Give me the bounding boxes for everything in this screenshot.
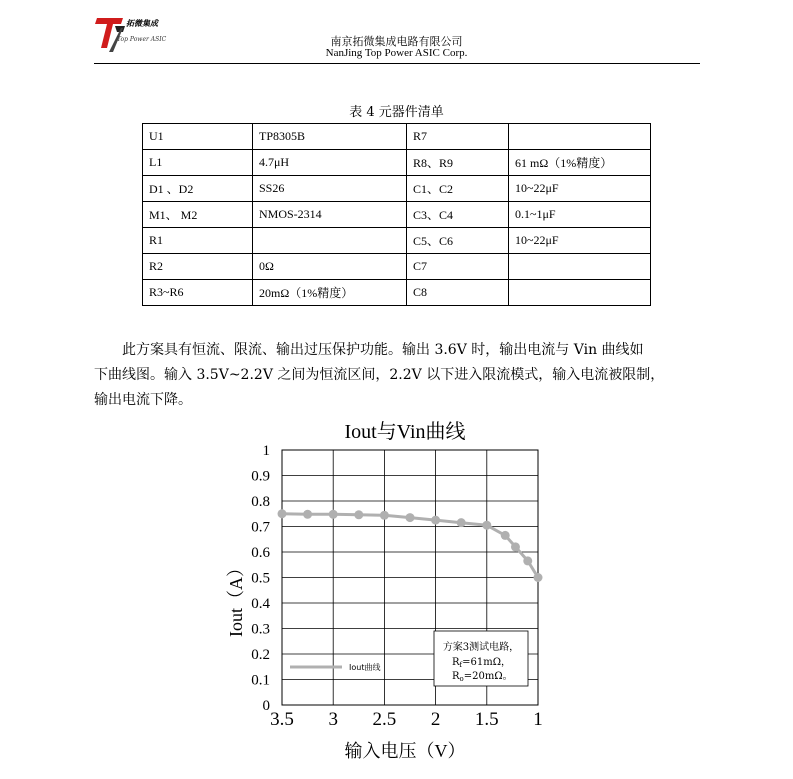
x-tick-label: 1 (533, 709, 543, 730)
table-cell: 61 mΩ（1%精度） (509, 150, 651, 176)
annotation-r-value: =61mΩ， (462, 657, 512, 668)
y-tick-label: 0.1 (251, 672, 270, 689)
table-cell: U1 (143, 124, 253, 150)
x-tick-label: 3 (328, 709, 338, 730)
x-tick-label: 2.5 (372, 709, 397, 730)
table-cell: C5、C6 (407, 228, 509, 254)
table-cell: 10~22μF (509, 176, 651, 202)
table-cell: 10~22μF (509, 228, 651, 254)
y-tick-label: 1 (262, 443, 270, 459)
y-tick-label: 0.7 (251, 519, 270, 536)
data-point (278, 509, 287, 518)
table-cell: D1 、D2 (143, 176, 253, 202)
data-point (482, 521, 491, 530)
table-cell: R3~R6 (143, 280, 253, 306)
iout-vin-chart (212, 418, 572, 768)
annotation-r-label: R (452, 671, 460, 682)
table-cell: C3、C4 (407, 202, 509, 228)
logo-brand-cn: 拓微集成 (126, 18, 158, 28)
table-cell (509, 124, 651, 150)
table-cell: 20mΩ（1%精度） (253, 280, 407, 306)
annotation-r-label: R (452, 657, 460, 668)
y-tick-label: 0.9 (251, 468, 270, 485)
table-row (143, 150, 651, 176)
paragraph-line: 此方案具有恒流、限流、输出过压保护功能。输出 3.6V 时，输出电流与 Vin 曲线如 (122, 342, 644, 358)
chart-x-ticks (270, 709, 543, 730)
chart-series (278, 509, 543, 582)
annotation-r-subscript: o (459, 675, 464, 683)
data-point (329, 510, 338, 519)
chart-y-label: Iout（A） (226, 559, 246, 637)
table-cell: C8 (407, 280, 509, 306)
table-cell: 0.1~1μF (509, 202, 651, 228)
table-cell: L1 (143, 150, 253, 176)
y-tick-label: 0.2 (251, 647, 270, 663)
annotation-r-subscript: f (459, 661, 463, 669)
header-divider (94, 63, 700, 64)
chart-legend (290, 662, 380, 672)
table-cell: 4.7μH (253, 150, 407, 176)
y-tick-label: 0 (262, 698, 270, 714)
table-cell: C1、C2 (407, 176, 509, 202)
chart-annotation (434, 631, 528, 686)
data-point (380, 511, 389, 520)
x-tick-label: 1.5 (474, 709, 499, 730)
y-tick-label: 0.8 (251, 494, 270, 510)
chart-x-label: 输入电压（V） (344, 741, 466, 761)
data-point (354, 510, 363, 519)
table-row (143, 124, 651, 150)
data-point (431, 516, 440, 525)
annotation-r-value: =20mΩ。 (463, 671, 513, 682)
x-tick-label: 3.5 (270, 709, 294, 730)
table-row (143, 202, 651, 228)
company-name-cn: 南京拓微集成电路有限公司 (330, 35, 463, 48)
table-caption: 表 4 元器件清单 (349, 105, 444, 120)
data-point (406, 513, 415, 522)
data-point (501, 531, 510, 540)
table-cell: C7 (407, 254, 509, 280)
company-name-en: NanJing Top Power ASIC Corp. (325, 47, 468, 59)
table-cell (253, 228, 407, 254)
table-row (143, 280, 651, 306)
table-cell: R1 (143, 228, 253, 254)
y-tick-label: 0.3 (251, 621, 270, 638)
table-row (143, 176, 651, 202)
paragraph-line: 下曲线图。输入 3.5V~2.2V 之间为恒流区间，2.2V 以下进入限流模式，输入电流被限制， (94, 367, 665, 383)
logo-brand-en: Top Power ASIC (117, 36, 167, 43)
y-tick-label: 0.6 (251, 545, 270, 561)
y-tick-label: 0.4 (251, 596, 270, 612)
table-cell: R8、R9 (407, 150, 509, 176)
table-cell: M1、 M2 (143, 202, 253, 228)
table-cell (509, 280, 651, 306)
data-point (534, 573, 543, 582)
legend-label: Iout曲线 (349, 663, 381, 672)
table-cell: R7 (407, 124, 509, 150)
series-line (282, 514, 538, 578)
data-point (523, 556, 532, 565)
table-cell: R2 (143, 254, 253, 280)
data-point (303, 510, 312, 519)
data-point (457, 518, 466, 527)
table-cell: 0Ω (253, 254, 407, 280)
data-point (511, 542, 520, 551)
table-row (143, 228, 651, 254)
y-tick-label: 0.5 (251, 570, 270, 587)
table-cell (509, 254, 651, 280)
table-cell: NMOS-2314 (253, 202, 407, 228)
bom-table (142, 123, 651, 306)
description-paragraph (94, 338, 706, 413)
chart-y-ticks (251, 443, 270, 714)
chart-title: Iout与Vin曲线 (344, 421, 466, 443)
annotation-line: 方案3测试电路， (442, 642, 520, 653)
paragraph-line: 输出电流下降。 (94, 392, 192, 408)
table-cell: SS26 (253, 176, 407, 202)
x-tick-label: 2 (430, 709, 441, 730)
table-row (143, 254, 651, 280)
table-cell: TP8305B (253, 124, 407, 150)
